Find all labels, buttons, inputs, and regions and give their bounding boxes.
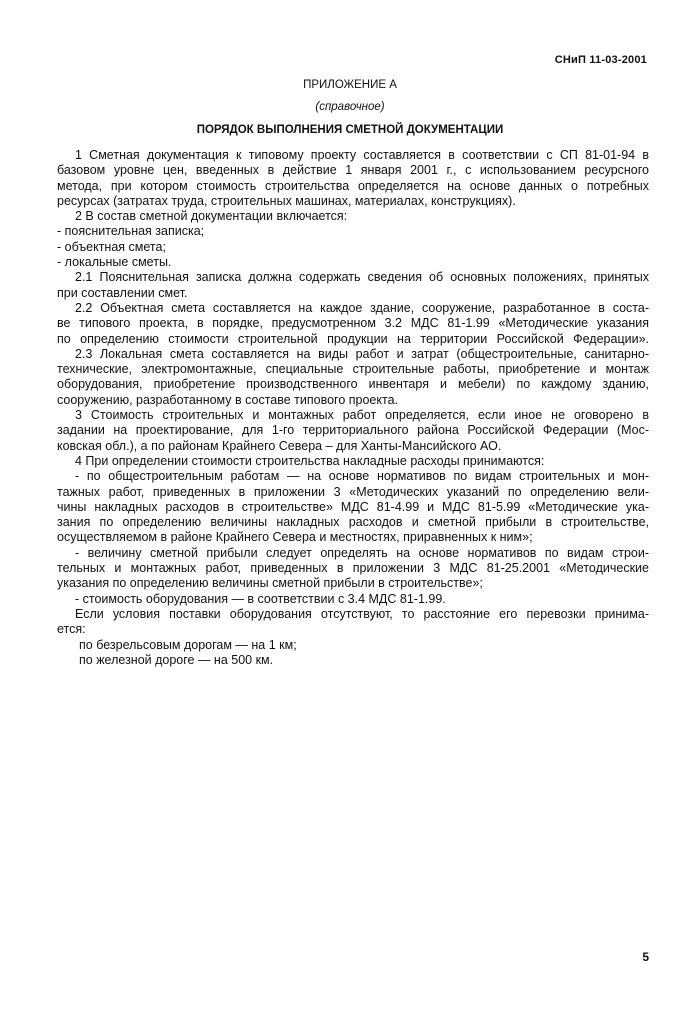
text-line: - стоимость оборудования — в соответствии с 3.4 МДС 81-1.99.: [75, 591, 446, 606]
text-line: 4 При определении стоимости строительства накладные расходы принимаются:: [75, 453, 545, 468]
text-line: оборудования, приобретение производственного инвентаря и мебели) по каждому зданию,: [57, 377, 649, 392]
text-line: указания по определению величины сметной прибыли в строительстве»;: [57, 576, 483, 591]
text-line: чины накладных расходов в строительстве» МДС 81-4.99 и МДС 81-5.99 «Методические ука-: [57, 499, 649, 514]
text-line: 2.2 Объектная смета составляется на каждое здание, сооружение, разработанное в соста-: [75, 300, 649, 315]
text-line: - по общестроительным работам — на основе нормативов по видам строительных и мон-: [75, 469, 649, 484]
text-line: тельных и монтажных работ, приведенных в приложении 3 МДС 81-25.2001 «Методические: [57, 561, 649, 576]
body-text: [57, 148, 649, 668]
text-line: метода, при котором стоимость строительства определяется на основе данных о потребных: [57, 178, 649, 193]
appendix-label: ПРИЛОЖЕНИЕ А: [303, 79, 397, 91]
text-line: - объектная смета;: [57, 239, 166, 254]
text-line: сооружению, разработанному в составе типового проекта.: [57, 392, 399, 407]
text-line: ресурсах (затратах труда, строительных машинах, материалах, конструкциях).: [57, 193, 516, 208]
text-line: 3 Стоимость строительных и монтажных работ определяется, если иное не оговорено в: [75, 408, 649, 423]
text-line: Если условия поставки оборудования отсутствуют, то расстояние его перевозки принима-: [75, 606, 649, 621]
text-line: по определению стоимости строительной продукции на территории Российской Федерации».: [57, 331, 649, 346]
text-line: - величину сметной прибыли следует определять на основе нормативов по видам строи-: [75, 545, 649, 560]
page-title: ПОРЯДОК ВЫПОЛНЕНИЯ СМЕТНОЙ ДОКУМЕНТАЦИИ: [196, 124, 504, 136]
text-line: ковская обл.), а по районам Крайнего Севера – для Ханты-Мансийского АО.: [57, 438, 502, 453]
text-line: 2.1 Пояснительная записка должна содержать сведения об основных положениях, принятых: [75, 270, 649, 285]
text-line: 2.3 Локальная смета составляется на виды работ и затрат (общестроительные, санитарно-: [75, 346, 649, 361]
text-line: по железной дороге — на 500 км.: [79, 652, 274, 667]
document-code: СНиП 11-03-2001: [554, 54, 647, 66]
text-line: зания по определению величины накладных расходов и сметной прибыли в строительстве,: [57, 515, 649, 530]
page-number: 5: [642, 950, 649, 964]
text-line: при составлении смет.: [57, 285, 188, 300]
text-line: ве типового проекта, в порядке, предусмотренном 3.2 МДС 81-1.99 «Методические указания: [57, 316, 649, 331]
text-line: задании на проектирование, для 1-го территориального района Российской Федерации (Мос-: [57, 423, 649, 438]
text-line: технические, электромонтажные, специальные строительные работы, приобретение и монтаж: [57, 362, 649, 377]
text-line: - пояснительная записка;: [57, 224, 205, 239]
text-line: базовом уровне цен, введенных в действие 1 января 2001 г., с использованием ресурсного: [57, 163, 649, 178]
text-line: по безрельсовым дорогам — на 1 км;: [79, 637, 297, 652]
text-line: 2 В состав сметной документации включается:: [75, 209, 348, 224]
text-line: 1 Сметная документация к типовому проекту составляется в соответствии с СП 81-01-94 в: [75, 148, 649, 162]
text-line: тажных работ, приведенных в приложении 3 «Методических указаний по определению вели-: [57, 484, 649, 499]
text-line: осуществляемом в районе Крайнего Севера и местностях, приравненных к ним»;: [57, 530, 533, 545]
text-line: ется:: [57, 622, 86, 637]
text-line: - локальные сметы.: [57, 255, 172, 270]
appendix-note: (справочное): [315, 101, 385, 113]
